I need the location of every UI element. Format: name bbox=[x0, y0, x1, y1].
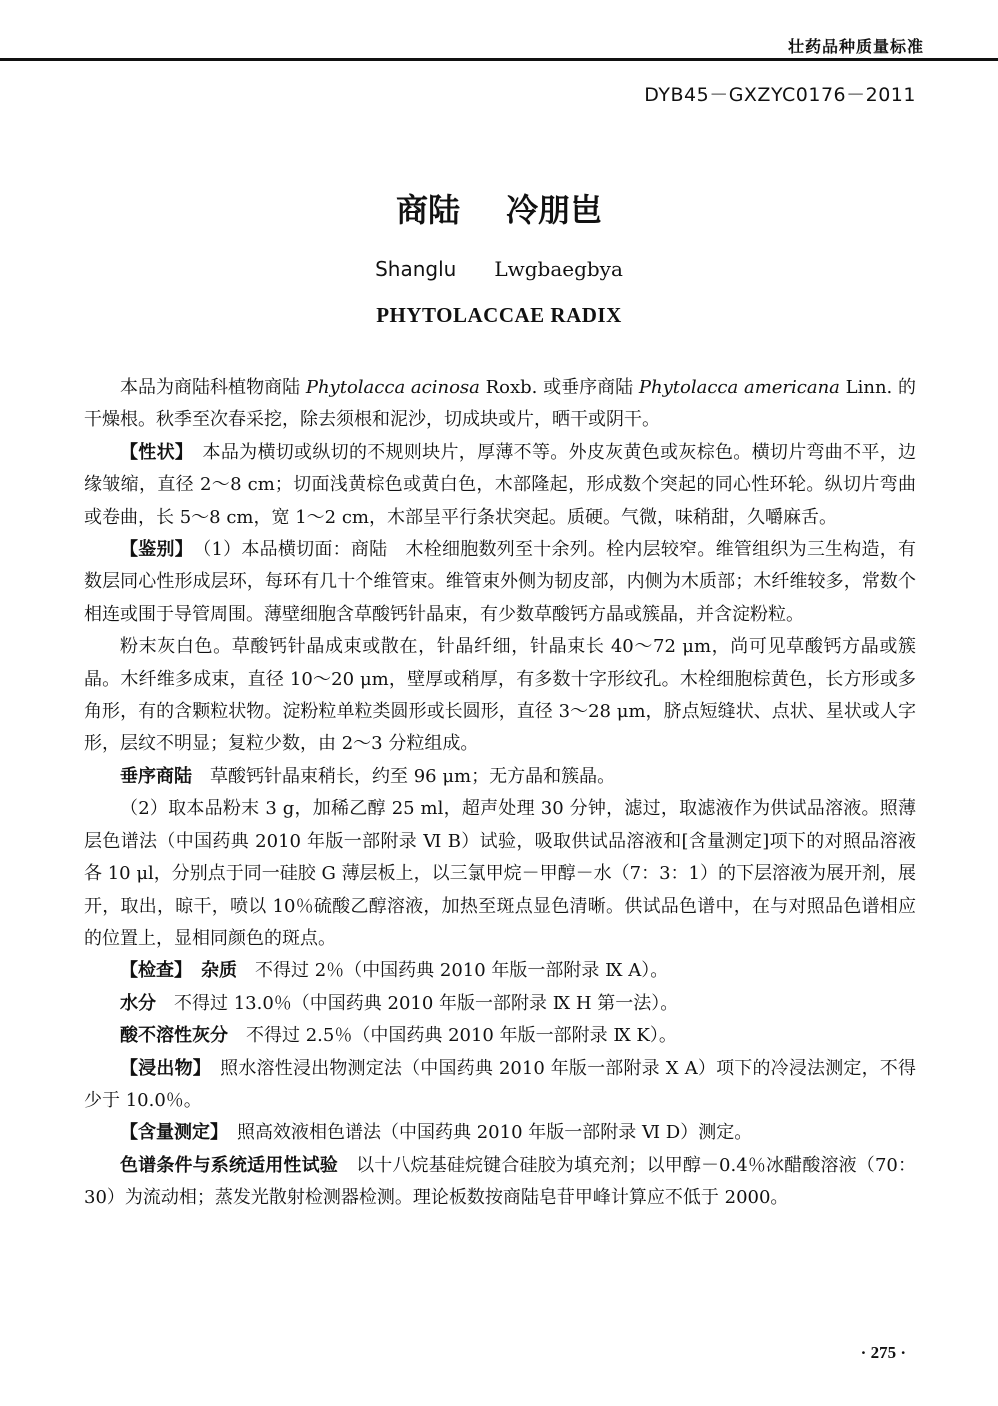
test-paragraph bbox=[84, 955, 916, 987]
title-chinese-main: 商陆 bbox=[395, 191, 460, 229]
identification-text-3: （2）取本品粉末 3 g，加稀乙醇 25 ml，超声处理 30 分钟，滤过，取滤液作为供试品溶液。照薄层色谱法（中国药典 2010 年版一部附录 Ⅵ B）试验，吸取供试品溶液和[含量测定]项下的对照品溶液各 10 μl，分别点于同一硅胶 G 薄层板上，以三氯甲烷－甲醇－水（7：3：1）的下层溶液为展开剂，展开，取出，晾干，喷以 10％硫酸乙醇溶液，加热至斑点显色清晰。供试品色谱中，在与对照品色谱相应的位置上，显相同颜色的斑点。 bbox=[84, 798, 916, 949]
chromatographic-conditions-text: 以十八烷基硅烷键合硅胶为填充剂；以甲醇－0.4％冰醋酸溶液（70：30）为流动相；蒸发光散射检测器检测。理论板数按商陆皂苷甲峰计算应不低于 2000。 bbox=[84, 1154, 917, 1209]
chuixu-text: 草酸钙针晶束稍长，约至 96 μm；无方晶和簇晶。 bbox=[192, 765, 616, 787]
extract-text: 照水溶性浸出物测定法（中国药典 2010 年版一部附录 Ⅹ A）项下的冷浸法测定，不得少于 10.0％。 bbox=[84, 1057, 917, 1111]
water-paragraph bbox=[84, 988, 916, 1020]
assay-conditions-paragraph bbox=[84, 1150, 916, 1215]
identification-text-1: （1）本品横切面：商陆 木栓细胞数列至十余列。栓内层较窄。维管组织为三生构造，有数层同心性形成层环，每环有几十个维管束。维管束外侧为韧皮部，内侧为木质部；木纤维较多，常数个相连或围于导管周围。薄壁细胞含草酸钙针晶束，有少数草酸钙方晶或簇晶，并含淀粉粒。 bbox=[84, 539, 917, 625]
section-heading-test: 【检查】 bbox=[120, 960, 183, 982]
subheading-chromatographic-conditions: 色谱条件与系统适用性试验 bbox=[120, 1154, 338, 1176]
assay-paragraph bbox=[84, 1117, 916, 1149]
section-heading-description: 【性状】 bbox=[120, 441, 185, 463]
assay-text: 照高效液相色谱法（中国药典 2010 年版一部附录 Ⅵ D）测定。 bbox=[237, 1122, 753, 1144]
identification-paragraph-1 bbox=[84, 534, 916, 631]
title-zhuang: Lwgbaegbya bbox=[494, 257, 623, 281]
impurity-text: 不得过 2％（中国药典 2010 年版一部附录 Ⅸ A）。 bbox=[237, 960, 669, 982]
species-name-1: Phytolacca acinosa bbox=[305, 377, 480, 398]
origin-text-c: Linn. 的干燥根。秋季至次春采挖，除去须根和泥沙，切成块或片，晒干或阴干。 bbox=[84, 377, 917, 431]
subheading-acid-ash: 酸不溶性灰分 bbox=[120, 1025, 228, 1047]
origin-text-b: Roxb. 或垂序商陆 bbox=[479, 377, 639, 398]
page-number: · 275 · bbox=[860, 1343, 906, 1362]
description-text: 本品为横切或纵切的不规则块片，厚薄不等。外皮灰黄色或灰棕色。横切片弯曲不平，边缘皱缩，直径 2～8 cm；切面浅黄棕色或黄白色，木部隆起，形成数个突起的同心性环轮。纵切片弯曲或卷曲，长 5～8 cm，宽 1～2 cm，木部呈平行条状突起。质硬。气微，味稍甜，久嚼麻舌。 bbox=[84, 441, 917, 528]
running-header-label: 壮药品种质量标准 bbox=[787, 37, 924, 56]
extract-paragraph bbox=[84, 1053, 916, 1118]
title-latin: PHYTOLACCAE RADIX bbox=[376, 303, 622, 327]
section-heading-identification: 【鉴别】 bbox=[120, 539, 184, 561]
description-paragraph bbox=[84, 437, 916, 534]
acid-ash-text: 不得过 2.5％（中国药典 2010 年版一部附录 Ⅸ K）。 bbox=[228, 1025, 677, 1047]
identification-paragraph-2 bbox=[84, 631, 916, 761]
acid-ash-paragraph bbox=[84, 1020, 916, 1052]
water-text: 不得过 13.0％（中国药典 2010 年版一部附录 Ⅸ H 第一法）。 bbox=[156, 992, 679, 1014]
subheading-chuixu: 垂序商陆 bbox=[120, 765, 192, 787]
origin-paragraph bbox=[84, 372, 916, 437]
title-chinese-zhuang: 冷朋岜 bbox=[506, 191, 603, 229]
subheading-impurity: 杂质 bbox=[201, 960, 237, 982]
monograph-body bbox=[84, 372, 916, 1215]
subheading-water: 水分 bbox=[120, 992, 156, 1014]
title-chinese bbox=[0, 185, 998, 231]
section-heading-extract: 【浸出物】 bbox=[120, 1057, 202, 1079]
section-heading-assay: 【含量测定】 bbox=[120, 1122, 219, 1144]
title-pinyin: Shanglu bbox=[375, 257, 457, 281]
header-rule bbox=[0, 58, 998, 61]
running-header bbox=[0, 28, 998, 62]
standard-code: DYB45－GXZYC0176－2011 bbox=[644, 84, 916, 106]
species-name-2: Phytolacca americana bbox=[638, 377, 840, 398]
title-romanized bbox=[0, 257, 998, 281]
identification-paragraph-chuixu bbox=[84, 761, 916, 793]
identification-text-2: 粉末灰白色。草酸钙针晶成束或散在，针晶纤细，针晶束长 40～72 μm，尚可见草酸钙方晶或簇晶。木纤维多成束，直径 10～20 μm，壁厚或稍厚，有多数十字形纹孔。木栓细胞棕黄色，长方形或多角形，有的含颗粒状物。淀粉粒单粒类圆形或长圆形，直径 3～28 μm，脐点短缝状、点状、星状或人字形，层纹不明显；复粒少数，由 2～3 分粒组成。 bbox=[84, 636, 916, 755]
identification-paragraph-3 bbox=[84, 793, 916, 955]
origin-text-a: 本品为商陆科植物商陆 bbox=[120, 377, 306, 398]
